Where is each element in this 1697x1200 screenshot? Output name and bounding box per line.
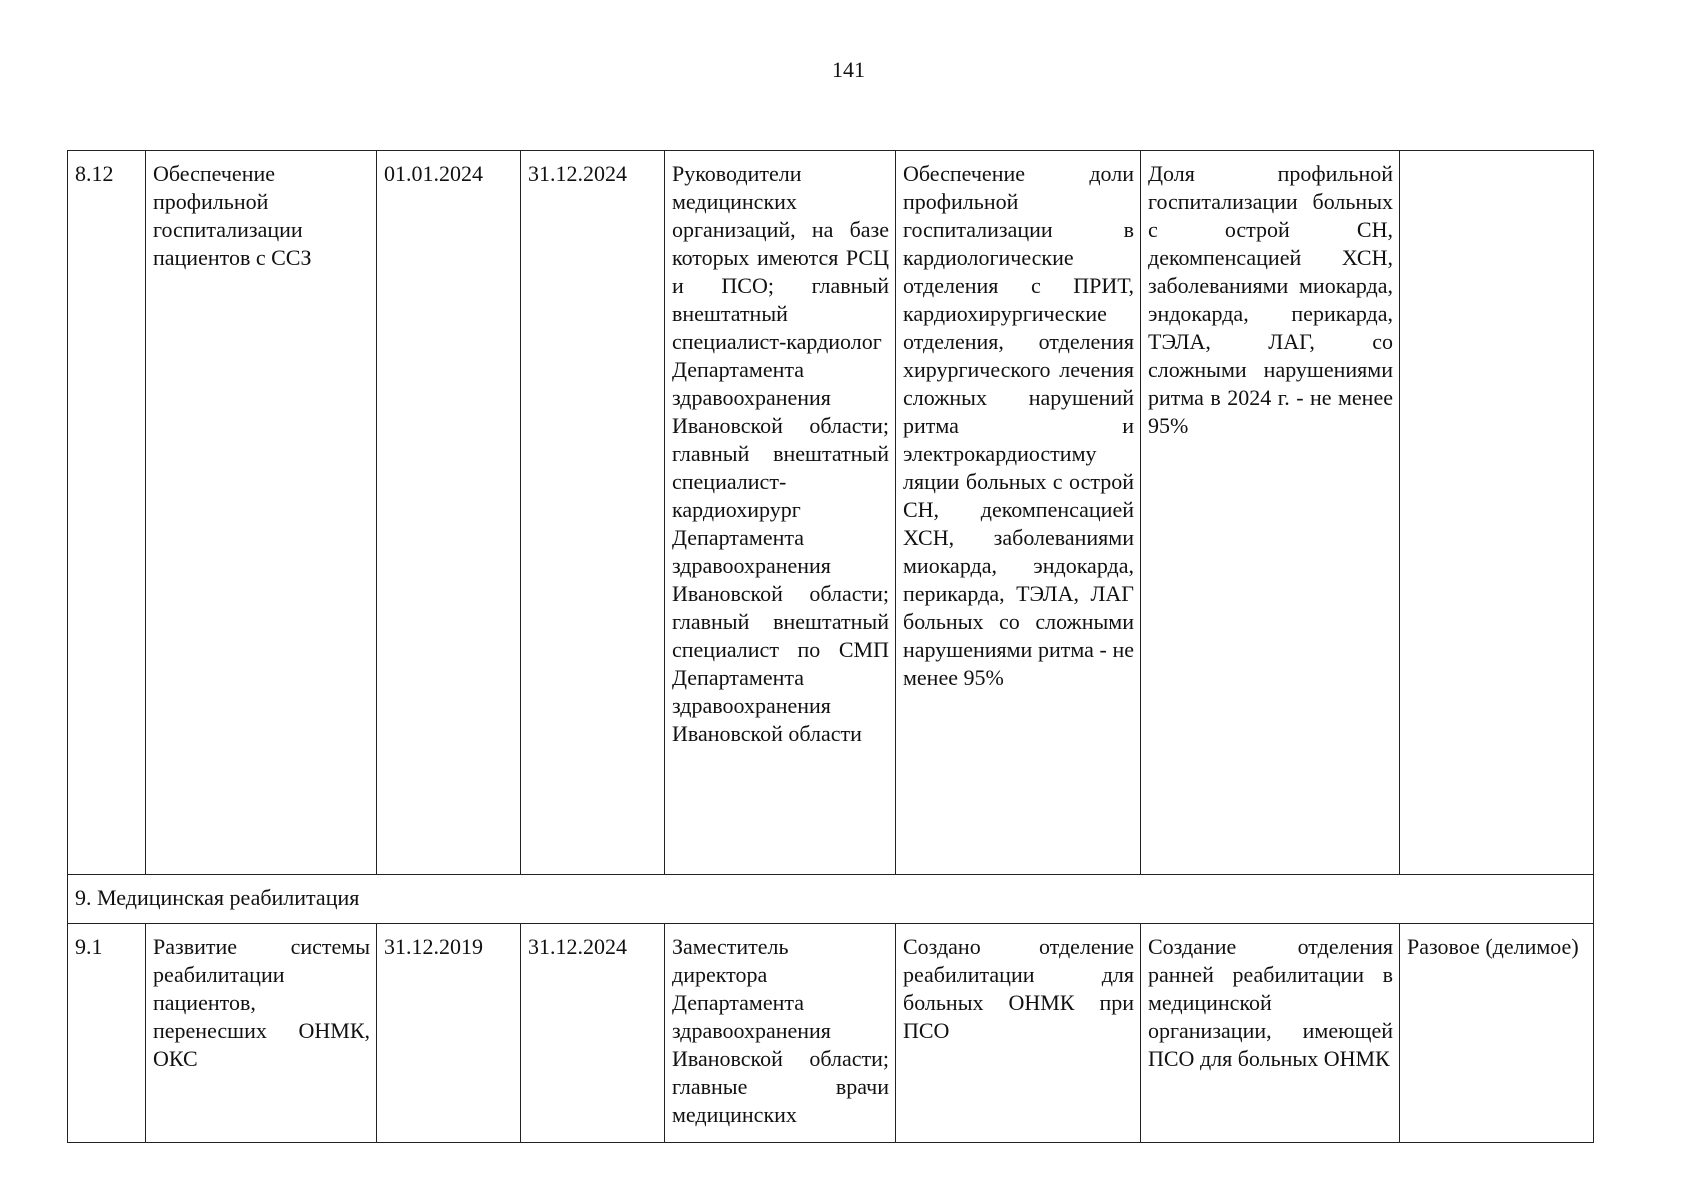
expected-result: Обеспечение доли профильной госпитализации в кардиологические отделения с ПРИТ, кардиохирургические отделения, отделения хирургического лечения сложных нарушений ритма и электрокардиостиму ляции больных с острой СН, декомпенсацией ХСН, заболеваниями миокарда, эндокарда, перикарда, ТЭЛА, ЛАГ больных со сложными нарушениями ритма - не менее 95% <box>896 151 1141 875</box>
table-row <box>68 924 1594 1143</box>
activity-type: Разовое (делимое) <box>1400 924 1594 1143</box>
start-date: 01.01.2024 <box>377 151 521 875</box>
end-date: 31.12.2024 <box>521 924 665 1143</box>
indicator: Доля профильной госпитализации больных с острой СН, декомпенсацией ХСН, заболеваниями миокарда, эндокарда, перикарда, ТЭЛА, ЛАГ, со сложными нарушениями ритма в 2024 г. - не менее 95% <box>1141 151 1400 875</box>
activity-type <box>1400 151 1594 875</box>
start-date: 31.12.2019 <box>377 924 521 1143</box>
activity-name-line: Обеспечение <box>153 161 275 186</box>
end-date: 31.12.2024 <box>521 151 665 875</box>
row-number: 8.12 <box>68 151 146 875</box>
table-row <box>68 151 1594 875</box>
indicator: Создание отделения ранней реабилитации в медицинской организации, имеющей ПСО для больных ОНМК <box>1141 924 1400 1143</box>
activity-name-line: госпитализации <box>153 217 303 242</box>
activity-table <box>67 150 1594 1143</box>
expected-result: Создано отделение реабилитации для больных ОНМК при ПСО <box>896 924 1141 1143</box>
activity-name <box>146 151 377 875</box>
section-title: 9. Медицинская реабилитация <box>68 875 1594 924</box>
row-number: 9.1 <box>68 924 146 1143</box>
section-row <box>68 875 1594 924</box>
responsible-persons: Руководители медицинских организаций, на базе которых имеются РСЦ и ПСО; главный внештатный специалист-кардиолог Департамента здравоохранения Ивановской области; главный внештатный специалист-кардиохирург Департамента здравоохранения Ивановской области; главный внештатный специалист по СМП Департамента здравоохранения Ивановской области <box>665 151 896 875</box>
responsible-persons: Заместитель директора Департамента здравоохранения Ивановской области; главные врачи медицинских <box>665 924 896 1143</box>
activity-name-line: пациентов с ССЗ <box>153 245 312 270</box>
activity-name-line: профильной <box>153 189 269 214</box>
page-number: 141 <box>832 57 865 82</box>
activity-name: Развитие системы реабилитации пациентов, перенесших ОНМК, ОКС <box>146 924 377 1143</box>
